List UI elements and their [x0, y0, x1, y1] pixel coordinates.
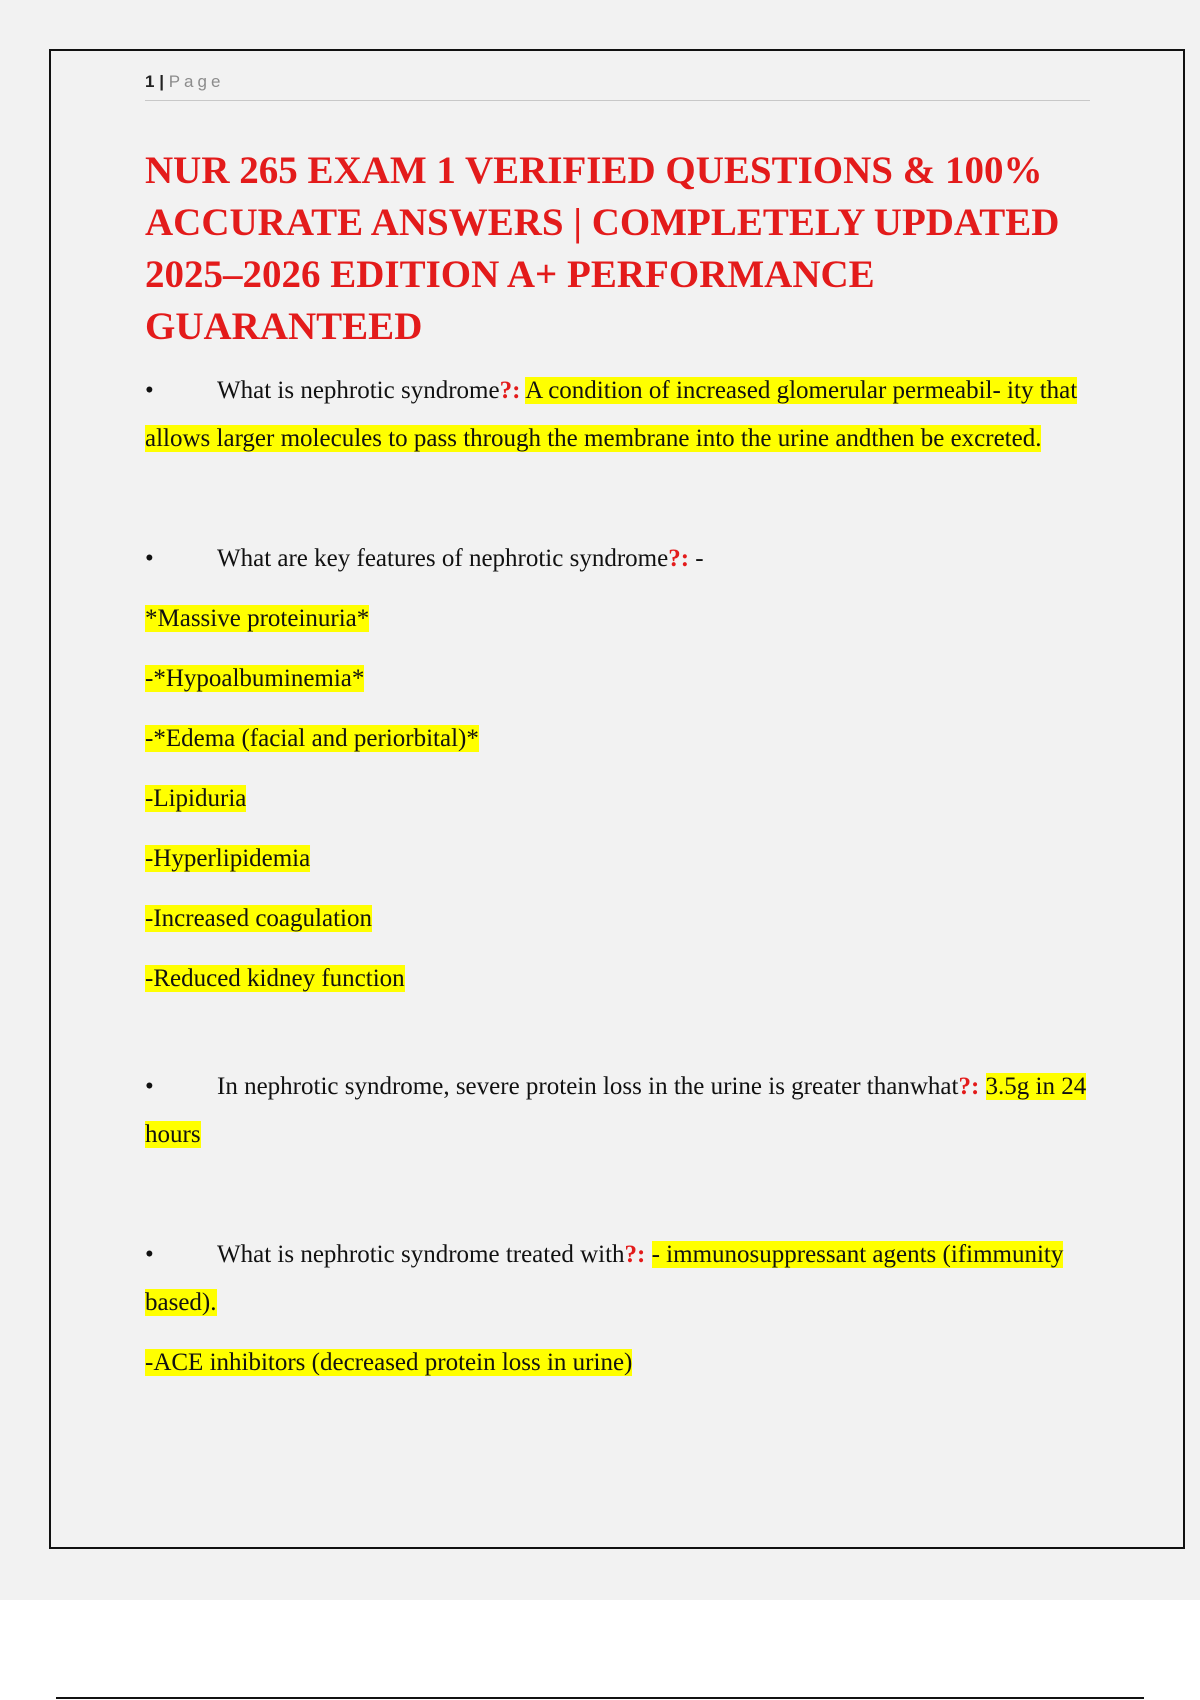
- answer-line: [145, 835, 1090, 883]
- answer-text: A condition of increased glomerular permeabil- ity that allows larger molecules to pass through the membrane into the urine andthen be excreted.: [145, 377, 1078, 452]
- answer-line: [145, 595, 1090, 643]
- question-text: What is nephrotic syndrome treated with: [217, 1241, 625, 1268]
- question-separator: ?:: [958, 1073, 980, 1100]
- page-label: Page: [168, 72, 225, 91]
- qa-item-4: [145, 1231, 1090, 1387]
- question-line: [145, 367, 1090, 463]
- question-separator: ?:: [624, 1241, 646, 1268]
- answer-text: - immunosuppressant agents (ifimmunity based).: [145, 1241, 1064, 1316]
- document-body: [145, 145, 1090, 1387]
- question-separator: ?:: [668, 545, 690, 572]
- bullet-icon: •: [145, 377, 154, 404]
- answer-line: [145, 895, 1090, 943]
- qa-item-1: [145, 367, 1090, 463]
- bullet-icon: •: [145, 1241, 154, 1268]
- next-page-border: [56, 1697, 1144, 1699]
- answer-text: -Lipiduria: [145, 785, 247, 812]
- document-title: NUR 265 EXAM 1 VERIFIED QUESTIONS & 100% ACCURATE ANSWERS | COMPLETELY UPDATED 2025–2026 EDITION A+ PERFORMANCE GUARANTEED: [145, 149, 1060, 348]
- answer-text: -Hyperlipidemia: [145, 845, 311, 872]
- bullet-icon: •: [145, 545, 154, 572]
- answer-text: -ACE inhibitors (decreased protein loss in urine): [145, 1349, 633, 1376]
- answer-text: *Massive proteinuria*: [145, 605, 370, 632]
- answer-text: 3.5g in 24 hours: [145, 1073, 1087, 1148]
- answer-text: -Increased coagulation: [145, 905, 372, 932]
- answer-text: -: [695, 545, 704, 572]
- qa-item-2: [145, 535, 1090, 1003]
- question-text: In nephrotic syndrome, severe protein loss in the urine is greater thanwhat: [217, 1073, 959, 1100]
- bullet-icon: •: [145, 1073, 154, 1100]
- question-line: [145, 1063, 1090, 1159]
- page-divider: |: [159, 72, 164, 91]
- answer-line: [145, 715, 1090, 763]
- answer-text: -*Edema (facial and periorbital)*: [145, 725, 479, 752]
- page-header: [145, 72, 1090, 101]
- answer-line: [145, 775, 1090, 823]
- question-text: What are key features of nephrotic syndrome: [217, 545, 669, 572]
- question-separator: ?:: [499, 377, 521, 404]
- question-text: What is nephrotic syndrome: [217, 377, 500, 404]
- answer-line: [145, 955, 1090, 1003]
- question-line: [145, 1231, 1090, 1327]
- qa-item-3: [145, 1063, 1090, 1159]
- answer-line: [145, 655, 1090, 703]
- answer-text: -*Hypoalbuminemia*: [145, 665, 365, 692]
- answer-text: -Reduced kidney function: [145, 965, 405, 992]
- answer-line: [145, 1339, 1090, 1387]
- question-line: [145, 535, 1090, 583]
- page-number: 1: [145, 72, 155, 91]
